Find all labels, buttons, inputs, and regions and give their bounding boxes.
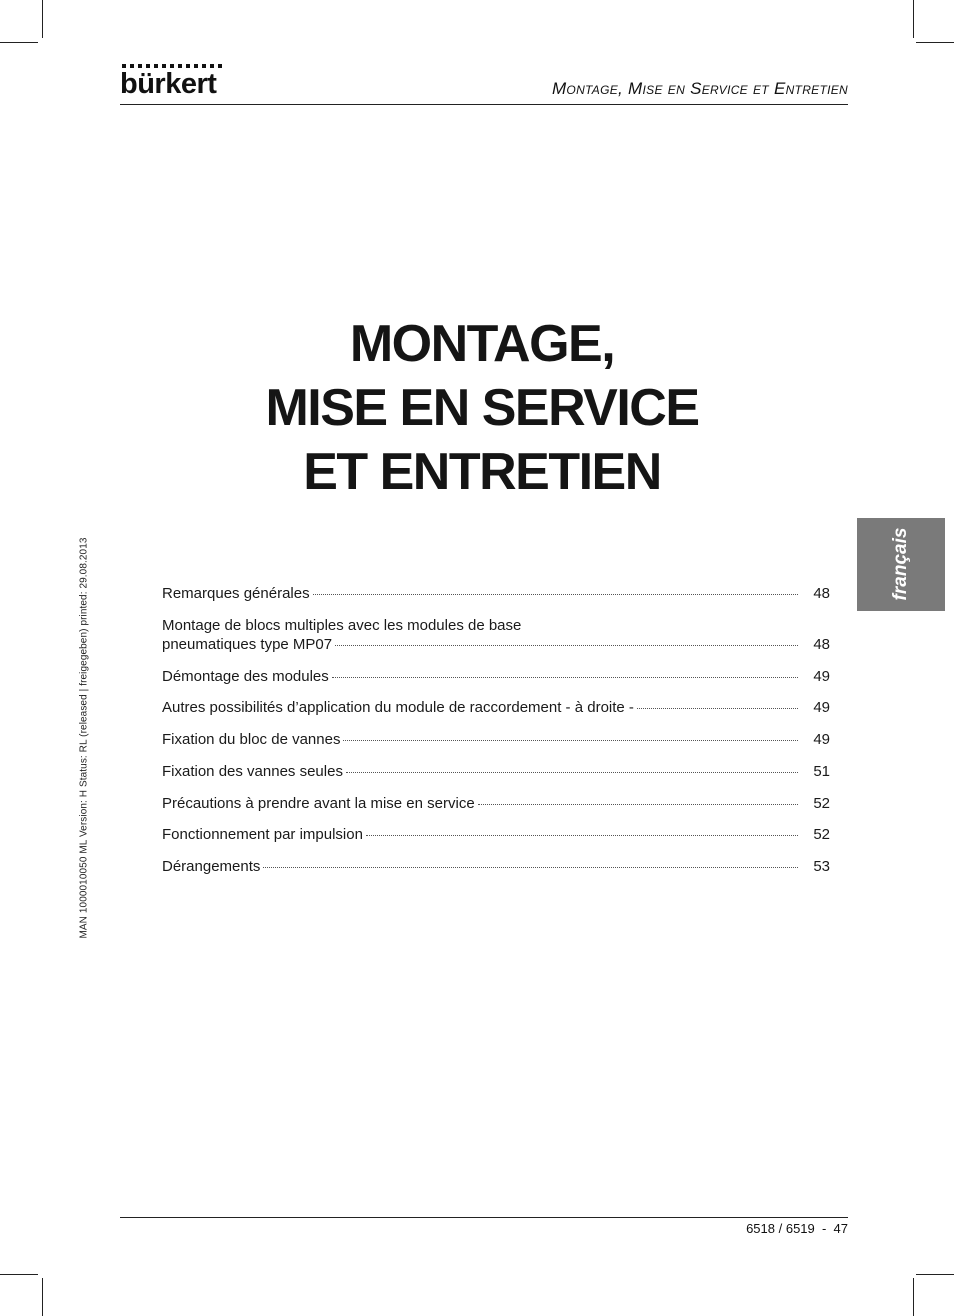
chapter-title-line: MISE EN SERVICE — [265, 379, 699, 437]
toc-entry[interactable] — [162, 667, 830, 686]
crop-mark — [0, 42, 38, 43]
language-tab-label: français — [890, 527, 911, 601]
toc-entry-title: Fixation du bloc de vannes — [162, 731, 341, 748]
toc-leader — [366, 835, 798, 836]
crop-mark — [42, 1278, 43, 1316]
toc-page-number: 52 — [813, 826, 830, 843]
toc-entry-title: Fixation des vannes seules — [162, 763, 343, 780]
header-divider — [120, 104, 848, 105]
footer-divider — [120, 1217, 848, 1218]
toc-entry-title-cont: pneumatiques type MP07 — [162, 636, 333, 653]
language-tab — [857, 518, 945, 611]
toc-leader — [346, 772, 798, 773]
toc-leader — [263, 867, 798, 868]
toc-leader — [335, 645, 798, 646]
toc-leader — [332, 677, 798, 678]
crop-mark — [916, 42, 954, 43]
toc-entry[interactable] — [162, 616, 830, 654]
crop-mark — [42, 0, 43, 38]
toc-entry-title: Dérangements — [162, 858, 261, 875]
page-footer: 6518 / 6519 - 47 — [746, 1221, 848, 1236]
toc-page-number: 49 — [813, 668, 830, 685]
toc-entry-title: Démontage des modules — [162, 668, 329, 685]
running-header: Montage, Mise en Service et Entretien — [551, 79, 848, 98]
toc-entry[interactable] — [162, 698, 830, 717]
toc-entry-title: Autres possibilités d’application du module de raccordement - à droite - — [162, 699, 634, 716]
toc-leader — [478, 804, 798, 805]
toc-page-number: 53 — [813, 858, 830, 875]
crop-mark — [0, 1274, 38, 1275]
chapter-title-line: MONTAGE, — [349, 315, 615, 373]
toc-entry[interactable] — [162, 584, 830, 603]
toc-page-number: 48 — [813, 636, 830, 653]
crop-mark — [913, 1278, 914, 1316]
toc-leader — [637, 708, 798, 709]
toc-entry-title: Montage de blocs multiples avec les modules de base — [162, 617, 522, 634]
chapter-title — [0, 312, 954, 504]
toc-leader — [313, 594, 798, 595]
chapter-title-line: ET ENTRETIEN — [303, 443, 661, 501]
toc-page-number: 52 — [813, 795, 830, 812]
toc-leader — [343, 740, 798, 741]
toc-entry-title: Précautions à prendre avant la mise en service — [162, 795, 475, 812]
burkert-logo — [120, 64, 226, 98]
toc-page-number: 49 — [813, 731, 830, 748]
toc-page-number: 48 — [813, 585, 830, 602]
toc-page-number: 49 — [813, 699, 830, 716]
toc-entry[interactable] — [162, 762, 830, 781]
crop-mark — [916, 1274, 954, 1275]
toc-entry[interactable] — [162, 794, 830, 813]
crop-mark — [913, 0, 914, 38]
toc-page-number: 51 — [813, 763, 830, 780]
toc-entry-title: Fonctionnement par impulsion — [162, 826, 363, 843]
document-meta: MAN 1000010050 ML Version: H Status: RL (released | freigegeben) printed: 29.08.2013 — [78, 537, 90, 939]
toc-entry-title: Remarques générales — [162, 585, 310, 602]
toc-entry[interactable] — [162, 857, 830, 876]
logo-wordmark: bürkert — [120, 68, 217, 100]
toc-entry[interactable] — [162, 825, 830, 844]
toc-entry[interactable] — [162, 730, 830, 749]
